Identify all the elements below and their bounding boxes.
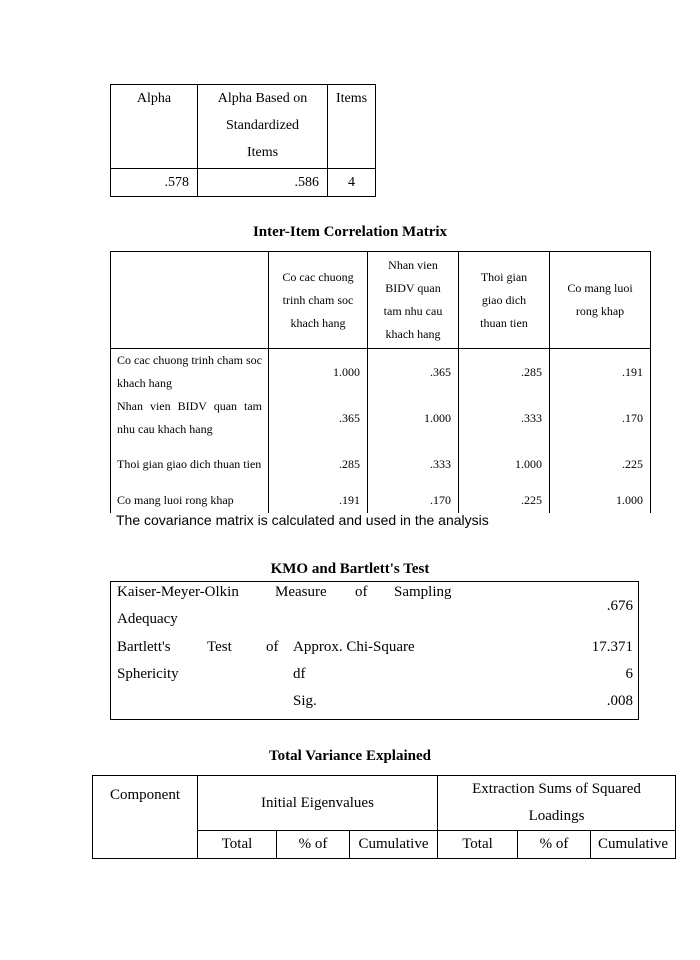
header-alpha: Alpha [111, 85, 198, 169]
subheader: Total [198, 831, 277, 859]
header-line: khach hang [290, 315, 346, 330]
cell-value: 1.000 [368, 395, 459, 441]
cell-value: .285 [269, 441, 368, 487]
bartlett-label-word: of [266, 639, 279, 655]
cell-value: .365 [368, 349, 459, 396]
cell-value: .225 [550, 441, 651, 487]
cell-value: .225 [459, 487, 550, 513]
header-line: Co mang luoi [567, 281, 633, 295]
variance-title: Total Variance Explained [269, 748, 431, 764]
header-line: Thoi gian [480, 269, 528, 284]
header-initial-eigenvalues: Initial Eigenvalues [198, 776, 438, 831]
row-label: Co mang luoi rong khap [111, 487, 269, 513]
corner-cell [111, 252, 269, 349]
header-line: Items [246, 145, 279, 160]
row-label: Thoi gian giao dich thuan tien [111, 441, 269, 487]
header-line: Nhan vien [388, 258, 438, 272]
header-extraction-sums [438, 776, 676, 831]
column-header [368, 252, 459, 349]
kmo-label-word: Kaiser-Meyer-Olkin [117, 584, 239, 600]
stat-label: df [293, 666, 306, 682]
kmo-label-word: Sampling [394, 584, 452, 600]
kmo-title: KMO and Bartlett's Test [270, 561, 430, 577]
value-items: 4 [328, 169, 376, 197]
stat-label: Sig. [293, 693, 317, 709]
column-header [550, 252, 651, 349]
row-label: Nhan vien BIDV quan tam nhu cau khach hang [111, 395, 269, 441]
cell-value: .365 [269, 395, 368, 441]
kmo-label-word: of [355, 584, 368, 600]
cell-value: 1.000 [550, 487, 651, 513]
subheader: % of [518, 831, 591, 859]
reliability-table [110, 84, 376, 197]
correlation-table [110, 251, 651, 513]
cell-value: .170 [368, 487, 459, 513]
bartlett-label-word: Bartlett's [117, 639, 171, 655]
header-line: trinh cham soc [282, 292, 354, 307]
correlation-title: Inter-Item Correlation Matrix [252, 224, 448, 240]
row-label: Co cac chuong trinh cham soc khach hang [111, 349, 269, 396]
column-header [269, 252, 368, 349]
table-row [111, 349, 651, 396]
stat-value: 6 [625, 666, 633, 682]
header-line: Standardized [225, 118, 300, 133]
stat-value: .008 [606, 693, 633, 709]
cell-value: .170 [550, 395, 651, 441]
subheader: Cumulative [591, 831, 676, 859]
value-alpha: .578 [111, 169, 198, 197]
header-line: rong khap [575, 304, 625, 318]
table-row [111, 441, 651, 487]
table-row [111, 487, 651, 513]
header-line: Extraction Sums of Squared [472, 781, 641, 797]
header-alpha-standardized [198, 85, 328, 169]
header-line: Co cac chuong [282, 269, 354, 284]
cell-value: .191 [269, 487, 368, 513]
cell-value: .285 [459, 349, 550, 396]
cell-value: 1.000 [269, 349, 368, 396]
subheader: % of [277, 831, 350, 859]
header-line: giao dich [481, 292, 527, 307]
header-line: Loadings [528, 808, 585, 824]
subheader: Cumulative [350, 831, 438, 859]
header-line: khach hang [385, 327, 441, 341]
variance-table [92, 775, 676, 859]
kmo-label-word: Measure [275, 584, 327, 600]
subheader: Total [438, 831, 518, 859]
header-line: Alpha Based on [217, 91, 308, 106]
table-row [111, 395, 651, 441]
stat-label: Approx. Chi-Square [293, 639, 415, 655]
cell-value: .333 [368, 441, 459, 487]
stat-value: 17.371 [591, 639, 633, 655]
bartlett-label-word: Test [207, 639, 232, 655]
cell-value: .333 [459, 395, 550, 441]
kmo-value: .676 [606, 598, 633, 614]
kmo-label-word: Adequacy [117, 611, 178, 627]
value-alpha-standardized: .586 [198, 169, 328, 197]
header-line: thuan tien [480, 315, 528, 330]
header-line: BIDV quan [385, 281, 441, 295]
header-line: tam nhu cau [383, 304, 443, 318]
cell-value: 1.000 [459, 441, 550, 487]
covariance-note: The covariance matrix is calculated and used in the analysis [116, 512, 489, 528]
kmo-table [110, 581, 639, 720]
column-header [459, 252, 550, 349]
bartlett-label-word: Sphericity [117, 666, 179, 682]
header-component: Component [93, 776, 198, 859]
cell-value: .191 [550, 349, 651, 396]
header-items: Items [328, 85, 376, 169]
